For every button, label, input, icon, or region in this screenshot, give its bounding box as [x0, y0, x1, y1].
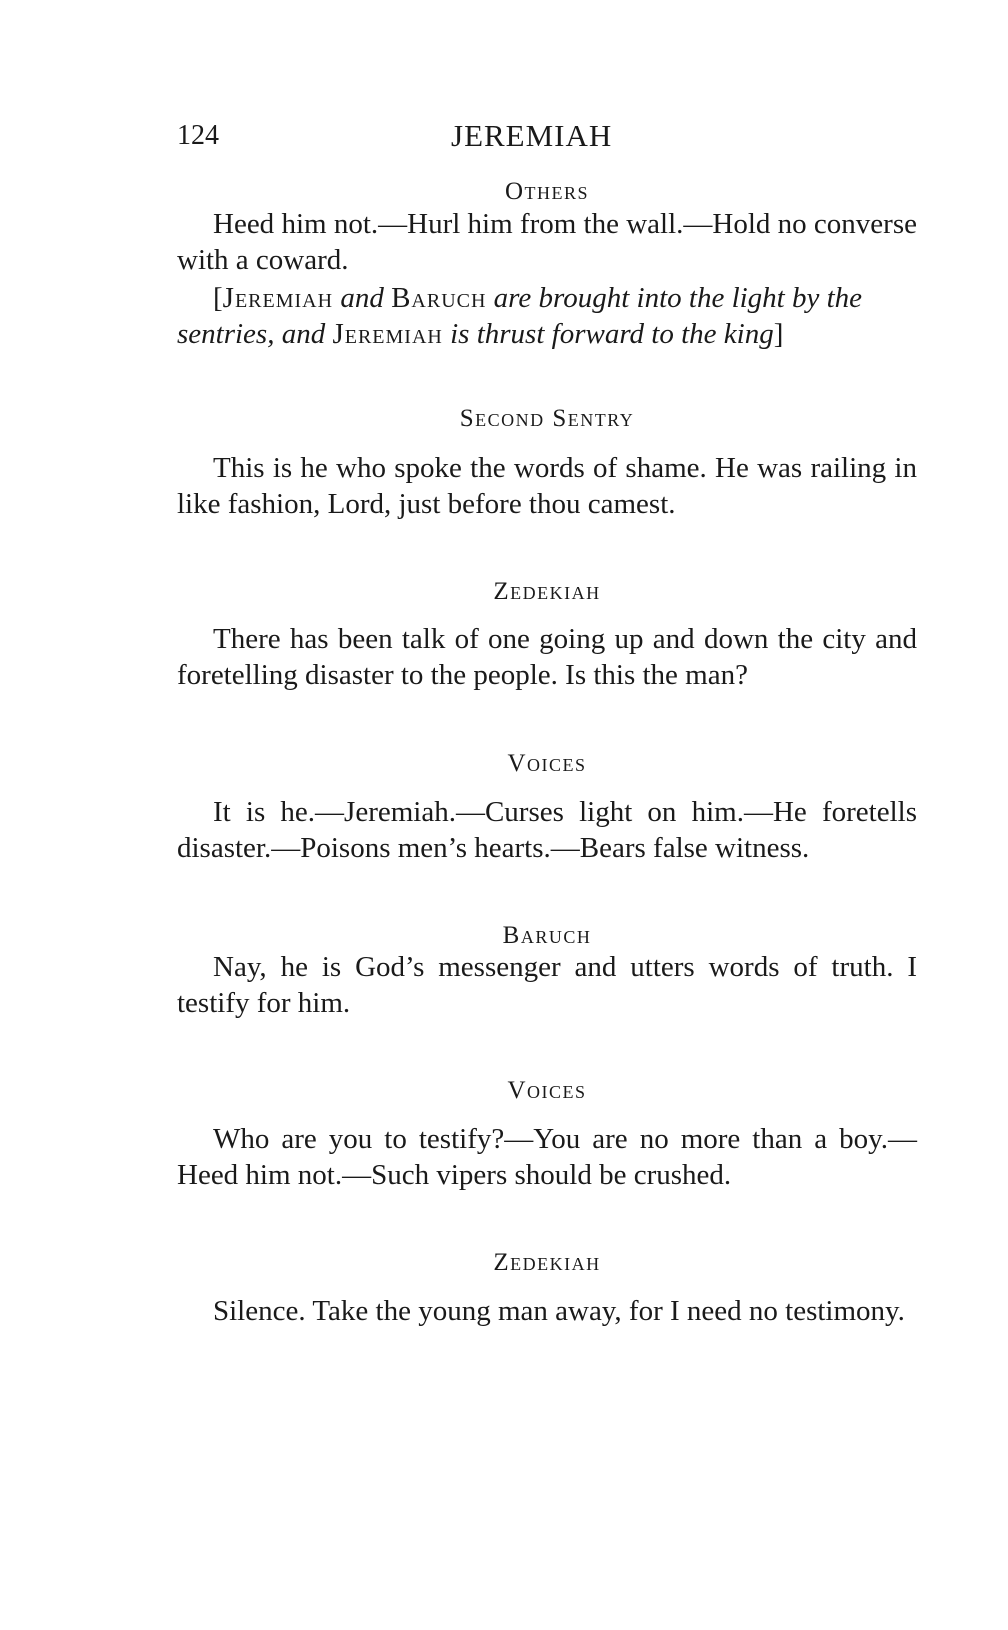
speech-voices: It is he.—Jeremiah.—Curses light on him.—He foretells disaster.—Poisons men’s hearts.—Bears false witness. — [177, 796, 917, 864]
speaker-second-sentry: Second Sentry — [459, 405, 635, 432]
speech-zedekiah-2: Silence. Take the young man away, for I need no testimony. — [213, 1295, 905, 1327]
speech-others: Heed him not.—Hurl him from the wall.—Hold no converse with a coward. — [177, 208, 917, 276]
running-head: JEREMIAH — [451, 118, 613, 153]
speaker-zedekiah-2: Zedekiah — [493, 1249, 601, 1276]
direction-close-bracket: ] — [773, 318, 784, 350]
stage-direction — [177, 280, 917, 352]
speaker-zedekiah: Zedekiah — [493, 578, 601, 605]
direction-name-jeremiah: Jeremiah — [222, 282, 334, 314]
direction-open-bracket: [ — [213, 282, 223, 314]
direction-text-1: are brought into the light by the sentries, and — [177, 282, 863, 350]
page-number: 124 — [177, 120, 219, 151]
speech-baruch: Nay, he is God’s messenger and utters words of truth. I testify for him. — [177, 951, 917, 1019]
direction-text-2: is thrust forward to the king — [442, 318, 774, 350]
speech-zedekiah: There has been talk of one going up and down the city and foretelling disaster to the people. Is this the man? — [177, 623, 917, 691]
speech-second-sentry: This is he who spoke the words of shame. He was railing in like fashion, Lord, just before thou camest. — [177, 452, 917, 520]
direction-name-baruch: Baruch — [391, 282, 487, 314]
speaker-voices-2: Voices — [507, 1077, 587, 1104]
page-header — [177, 118, 917, 158]
direction-name-jeremiah-2: Jeremiah — [332, 318, 443, 350]
speaker-voices: Voices — [507, 750, 587, 777]
speech-voices-2: Who are you to testify?—You are no more than a boy.—Heed him not.—Such vipers should be crushed. — [177, 1123, 917, 1191]
speaker-others: Others — [504, 178, 590, 205]
direction-conj: and — [333, 282, 392, 314]
speaker-baruch: Baruch — [502, 922, 592, 949]
